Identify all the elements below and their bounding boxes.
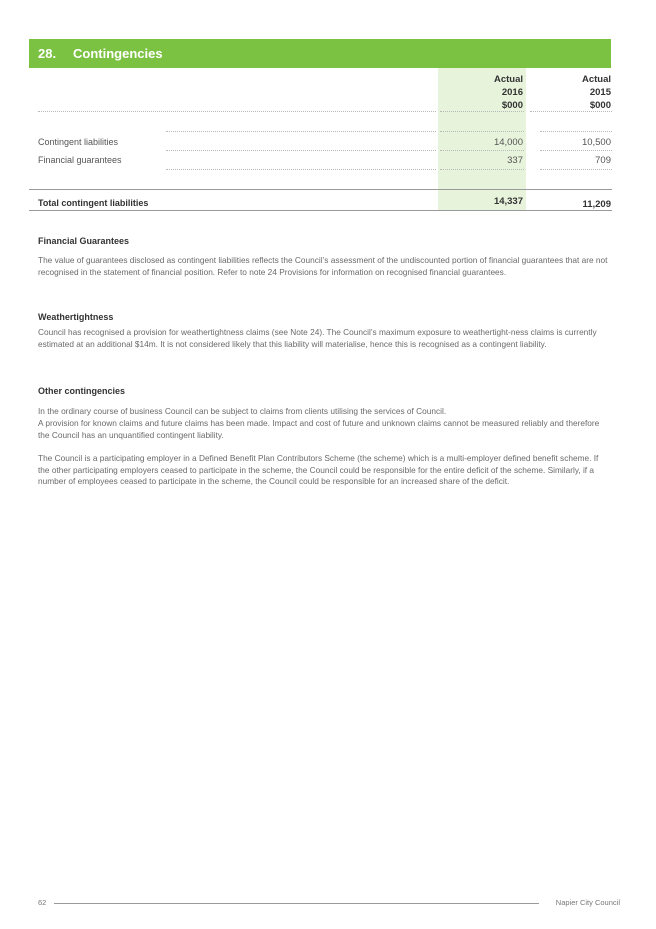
- table-row-value-2015: 10,500: [581, 137, 611, 148]
- paragraph: The Council is a participating employer in a Defined Benefit Plan Contributors Scheme (the scheme) which is a multi-employer defined benefit scheme. If the other participating employers ceased to participate in the scheme, the Council could be responsible for the entire deficit of the scheme. Similarly, if a number of employees ceased to participate in the scheme, the Council could be responsible for an increased share of the deficit.: [38, 453, 599, 486]
- divider: [540, 131, 612, 132]
- table-row-label: Financial guarantees: [38, 155, 122, 165]
- section-heading-weathertightness: Weathertightness: [38, 312, 114, 322]
- total-value-2016: 14,337: [493, 196, 523, 207]
- total-top-rule: [29, 189, 612, 190]
- divider: [166, 131, 436, 132]
- column-heading-year: 2016: [501, 87, 523, 98]
- column-heading-label: Actual: [581, 74, 611, 85]
- column-heading-unit: $000: [589, 100, 611, 111]
- footer-rule: [54, 903, 539, 904]
- divider: [530, 111, 612, 112]
- paragraph: Council has recognised a provision for weathertightness claims (see Note 24). The Council’s maximum exposure to weathertight-ness claims is currently estimated at an additional $14m. It is not considered likely that this liability will materialise, hence this is recognised as a contingent liability.: [38, 327, 597, 349]
- column-heading-year: 2015: [589, 87, 611, 98]
- column-heading-unit: $000: [501, 100, 523, 111]
- section-heading-other-contingencies: Other contingencies: [38, 386, 126, 396]
- section-number: 28.: [38, 46, 57, 61]
- table-row-value-2016: 337: [507, 155, 523, 166]
- footer-organisation: Napier City Council: [555, 898, 620, 907]
- divider: [440, 111, 524, 112]
- paragraph: A provision for known claims and future claims has been made. Impact and cost of future and unknown claims cannot be measured reliably and therefore the Council has an unquantified contingent liability.: [38, 418, 600, 440]
- total-label: Total contingent liabilities: [38, 198, 149, 208]
- divider: [540, 169, 612, 170]
- paragraph: The value of guarantees disclosed as contingent liabilities reflects the Council’s assessment of the undiscounted portion of financial guarantees that are not recognised in the statement of financial position. Refer to note 24 Provisions for information on recognised financial guarantees.: [38, 255, 608, 277]
- divider: [38, 111, 436, 112]
- table-row-label: Contingent liabilities: [38, 137, 119, 147]
- paragraph: In the ordinary course of business Council can be subject to claims from clients utilising the services of Council.: [38, 406, 447, 416]
- section-heading-financial-guarantees: Financial Guarantees: [38, 236, 130, 246]
- section-header-bar: [29, 39, 611, 68]
- total-bottom-rule: [29, 210, 612, 211]
- divider: [540, 150, 612, 151]
- divider: [440, 169, 524, 170]
- divider: [440, 131, 524, 132]
- column-heading-2015: [531, 73, 611, 112]
- table-row-value-2015: 709: [595, 155, 611, 166]
- footer-page-number: 62: [38, 898, 47, 907]
- column-heading-label: Actual: [493, 74, 523, 85]
- total-value-2015: 11,209: [582, 199, 611, 210]
- column-heading-2016: [443, 73, 523, 112]
- divider: [166, 169, 436, 170]
- section-title: Contingencies: [73, 46, 163, 61]
- divider: [166, 150, 436, 151]
- table-row-value-2016: 14,000: [493, 137, 523, 148]
- divider: [440, 150, 524, 151]
